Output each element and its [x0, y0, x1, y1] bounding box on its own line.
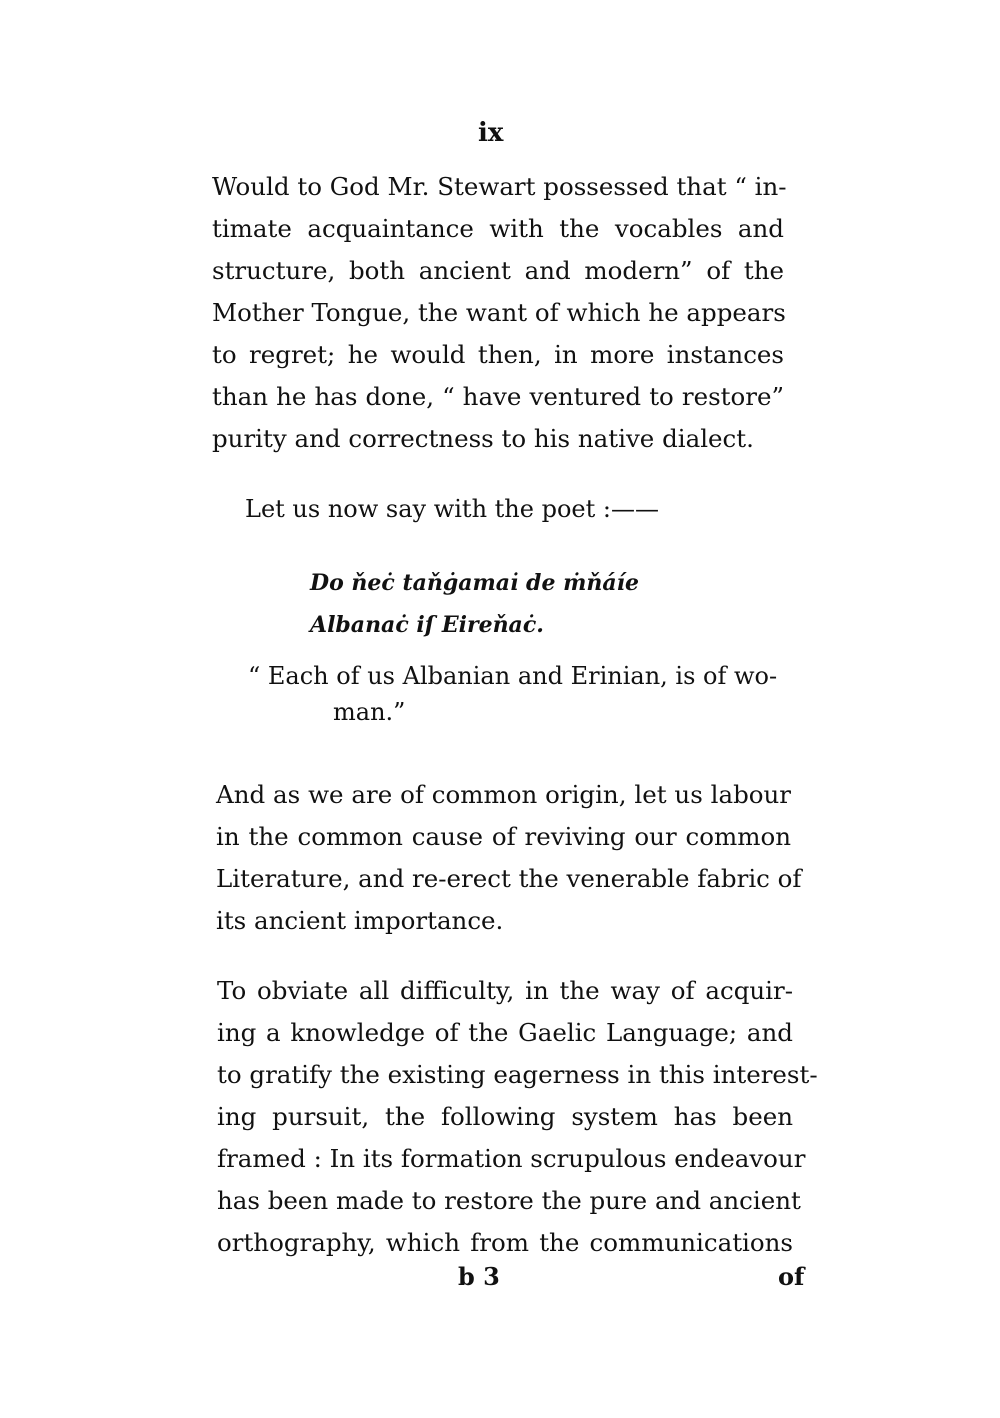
verse-line: Do ňeċ taňġamai̇ de ṁňáíe — [310, 570, 639, 596]
paragraph-stewart — [212, 166, 787, 460]
translation-line: man.” — [333, 698, 406, 726]
text-line: in the common cause of reviving our common — [216, 822, 791, 851]
translation-line: “ Each of us Albanian and Erinian, is of wo- — [248, 662, 778, 690]
text-line: To obviate all difficulty, in the way of acquir- — [217, 976, 793, 1005]
text-line: Would to God Mr. Stewart possessed that “ in- — [212, 172, 787, 201]
page-number: ix — [478, 118, 504, 148]
text-line: Mother Tongue, the want of which he appears — [212, 298, 786, 327]
text-line: Literature, and re-erect the venerable fabric of — [216, 864, 802, 893]
text-line: its ancient importance. — [216, 906, 504, 935]
verse-line: Albanaċ iſ Eireňaċ. — [310, 612, 544, 638]
gaelic-verse — [310, 562, 639, 646]
text-line: ing a knowledge of the Gaelic Language; and — [217, 1018, 793, 1047]
text-line: ing pursuit, the following system has been — [217, 1102, 793, 1131]
text-line: timate acquaintance with the vocables and — [212, 214, 784, 243]
text-line: structure, both ancient and modern” of the — [212, 256, 784, 285]
text-line: framed : In its formation scrupulous endeavour — [217, 1144, 806, 1173]
signature-mark: b 3 — [458, 1262, 500, 1291]
catchword: of — [778, 1262, 805, 1291]
poet-intro: Let us now say with the poet :—— — [245, 495, 659, 523]
text-line: has been made to restore the pure and ancient — [217, 1186, 801, 1215]
text-line: than he has done, “ have ventured to restore” — [212, 382, 784, 411]
verse-translation — [248, 658, 796, 730]
text-line: to regret; he would then, in more instances — [212, 340, 784, 369]
text-line: purity and correctness to his native dialect. — [212, 424, 754, 453]
text-line: orthography, which from the communications — [217, 1228, 793, 1257]
paragraph-common-origin — [216, 774, 802, 942]
text-line: And as we are of common origin, let us labour — [216, 780, 791, 809]
paragraph-obviate-difficulty — [217, 970, 818, 1264]
text-line: to gratify the existing eagerness in this interest- — [217, 1060, 818, 1089]
